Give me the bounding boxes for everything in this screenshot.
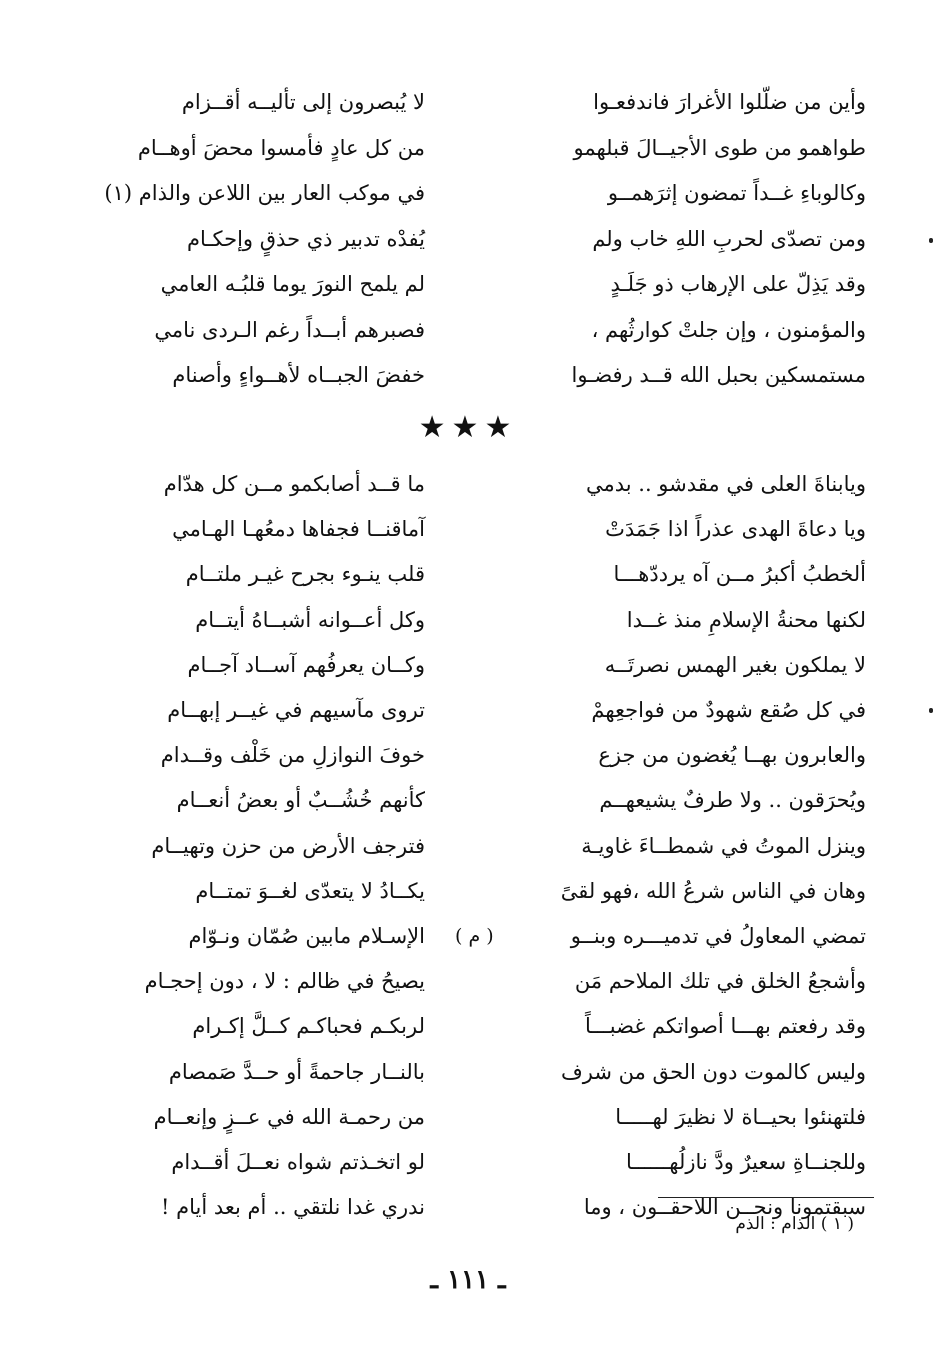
verse-first-hemistich: وأين من ضلّلوا الأغرارَ فاندفعـوا	[593, 90, 866, 115]
stanza-separator-stars: ★★★	[418, 410, 518, 445]
verse-line	[80, 824, 866, 869]
verse-second-hemistich: خوفَ النوازلِ من خَلْف وقــدام	[160, 743, 425, 768]
verse-line	[80, 462, 866, 507]
footnote: ( ١ ) الذام : الذم	[735, 1214, 854, 1234]
verse-first-hemistich: ألخطبُ أكبرُ مــن آه يرددّهـــا	[613, 562, 866, 587]
verse-second-hemistich: لو اتخـذتم شواه نعــلَ أقــدام	[171, 1149, 425, 1174]
verse-second-hemistich: ما قــد أصابكمو مــن كل هدّام	[163, 472, 425, 497]
verse-first-hemistich: ويابناةَ العلى في مقدشو .. بدمي	[585, 472, 866, 497]
verse-line	[80, 552, 866, 597]
verse-first-hemistich: وهان في الناس شرعُ الله ،فهو لقىً	[560, 878, 866, 903]
scan-speck	[929, 708, 933, 713]
poem-stanza-2	[80, 462, 866, 1230]
verse-first-hemistich: طواهمو من طوى الأجيــالَ قبلهمو	[573, 135, 866, 160]
verse-line	[80, 598, 866, 643]
scan-speck	[929, 238, 933, 243]
verse-second-hemistich: لم يلمح النورَ يوما قلبُـه العامي	[160, 272, 425, 297]
verse-second-hemistich: فترجف الأرض من حزن وتهيــام	[151, 833, 425, 858]
verse-line	[80, 217, 866, 263]
verse-first-hemistich: ومن تصدّى لحربِ اللهِ خاب ولم	[592, 226, 866, 251]
verse-second-hemistich: لربكـم فحباكـم كــلَّ إكـرام	[192, 1014, 425, 1039]
footnote-divider	[658, 1197, 874, 1198]
verse-first-hemistich: وأشجعُ الخلق في تلك الملاحم مَن	[574, 969, 866, 994]
verse-second-hemistich: لا يُبصرون إلى تأليــه أقــزام	[181, 90, 425, 115]
verse-second-hemistich: بالنــار جاحمةً أو حــدَّ صَمصام	[168, 1059, 425, 1084]
verse-second-hemistich: من رحمـة الله في عــزٍ وإنعــام	[153, 1104, 425, 1129]
verse-second-hemistich: وكل أعــوانه أشبــاهُ أيتــام	[195, 607, 425, 632]
verse-first-hemistich: ويا دعاةَ الهدى عذراً اذا جَمَدَتْ	[605, 517, 866, 542]
verse-second-hemistich: ندري غدا نلتقي .. أم بعد أيام !	[161, 1195, 425, 1220]
verse-line	[80, 1095, 866, 1140]
verse-second-hemistich: فصبرهم أبــداً رغم الـردى نامي	[154, 317, 425, 342]
verse-first-hemistich: مستمسكين بحبل الله قــد رفضـوا	[571, 363, 866, 388]
verse-line	[80, 914, 866, 959]
verse-second-hemistich: كأنهم خُشُــبٌ أو بعضُ أنعــام	[176, 788, 425, 813]
verse-line	[80, 353, 866, 399]
verse-first-hemistich: والعابرون بهــا يُغضون من جزع	[598, 743, 866, 768]
verse-first-hemistich: فلتهنئوا بحيــاة لا نظيرَ لهـــــا	[615, 1104, 866, 1129]
verse-line	[80, 778, 866, 823]
verse-line	[80, 126, 866, 172]
verse-second-hemistich: يكــادُ لا يتعدّى لغــوَ تمتــام	[195, 878, 425, 903]
verse-line	[80, 733, 866, 778]
verse-line	[80, 262, 866, 308]
verse-line	[80, 643, 866, 688]
verse-line	[80, 688, 866, 733]
verse-line	[80, 308, 866, 354]
verse-first-hemistich: وينزل الموتُ في شمطــاءَ غاويـة	[581, 833, 866, 858]
verse-second-hemistich: تروى مآسيهم في غيــر إبهــام	[167, 698, 425, 723]
verse-first-hemistich: وللجنــاةِ سعيرٌ ودَّ نازلُهــــــا	[625, 1149, 866, 1174]
verse-first-hemistich: وقد يَذِلّ على الإرهاب ذو جَلَـدٍ	[610, 272, 866, 297]
verse-first-hemistich: في كل صُقع شهودٌ من فواجعِهمْ	[591, 698, 866, 723]
verse-line	[80, 1004, 866, 1049]
verse-first-hemistich: ويُحرَقون .. ولا طرفٌ يشيعهــم	[599, 788, 866, 813]
verse-first-hemistich: وكالوباءِ غــداً تمضون إثرَهمــو	[607, 181, 866, 206]
verse-line	[80, 507, 866, 552]
verse-second-hemistich: يصيحُ في ظالم : لا ، دون إحجـام	[144, 969, 425, 994]
verse-line	[80, 80, 866, 126]
line-break-marker: ( م )	[455, 925, 494, 948]
verse-first-hemistich: لا يملكون بغير الهمس نصرتَــه	[604, 652, 866, 677]
verse-first-hemistich: تمضي المعاولُ في تدميـــره وبنــو	[570, 923, 866, 948]
verse-second-hemistich: يُفدْه تدبير ذي حذقٍ وإحكـام	[186, 226, 425, 251]
verse-first-hemistich: لكنها محنةُ الإسلامِ منذ غــدا	[626, 607, 866, 632]
verse-second-hemistich: خفضَ الجبــاه لأهــواءٍ وأصنام	[172, 363, 425, 388]
verse-first-hemistich: سبقتمونا ونحــن اللاحقــون ، وما	[583, 1195, 866, 1220]
verse-second-hemistich: الإسـلام مابين صُمّان ونـوّام	[188, 923, 425, 948]
verse-first-hemistich: وليس كالموت دون الحق من شرف	[561, 1059, 866, 1084]
verse-second-hemistich: وكــان يعرفُهم آســاد آجــام	[187, 652, 425, 677]
verse-second-hemistich: آماقنــا فجفاها دمعُهـا الهـامي	[172, 517, 425, 542]
verse-line	[80, 1140, 866, 1185]
verse-first-hemistich: والمؤمنون ، وإن جلتْ كوارثُهم ،	[591, 317, 866, 342]
verse-first-hemistich: وقد رفعتم بهـــا أصواتكم غضبـــاً	[584, 1014, 866, 1039]
verse-second-hemistich: قلب ينـوء بجرح غيـر ملتــام	[185, 562, 425, 587]
verse-line	[80, 959, 866, 1004]
poem-stanza-1	[80, 80, 866, 399]
page-number: ـ ١١١ ـ	[430, 1265, 506, 1295]
verse-second-hemistich: من كل عادٍ فأمسوا محضَ أوهــام	[137, 135, 425, 160]
verse-line	[80, 171, 866, 217]
verse-line	[80, 869, 866, 914]
verse-second-hemistich: في موكب العار بين اللاعن والذام (١)	[104, 181, 425, 206]
verse-line	[80, 1049, 866, 1094]
